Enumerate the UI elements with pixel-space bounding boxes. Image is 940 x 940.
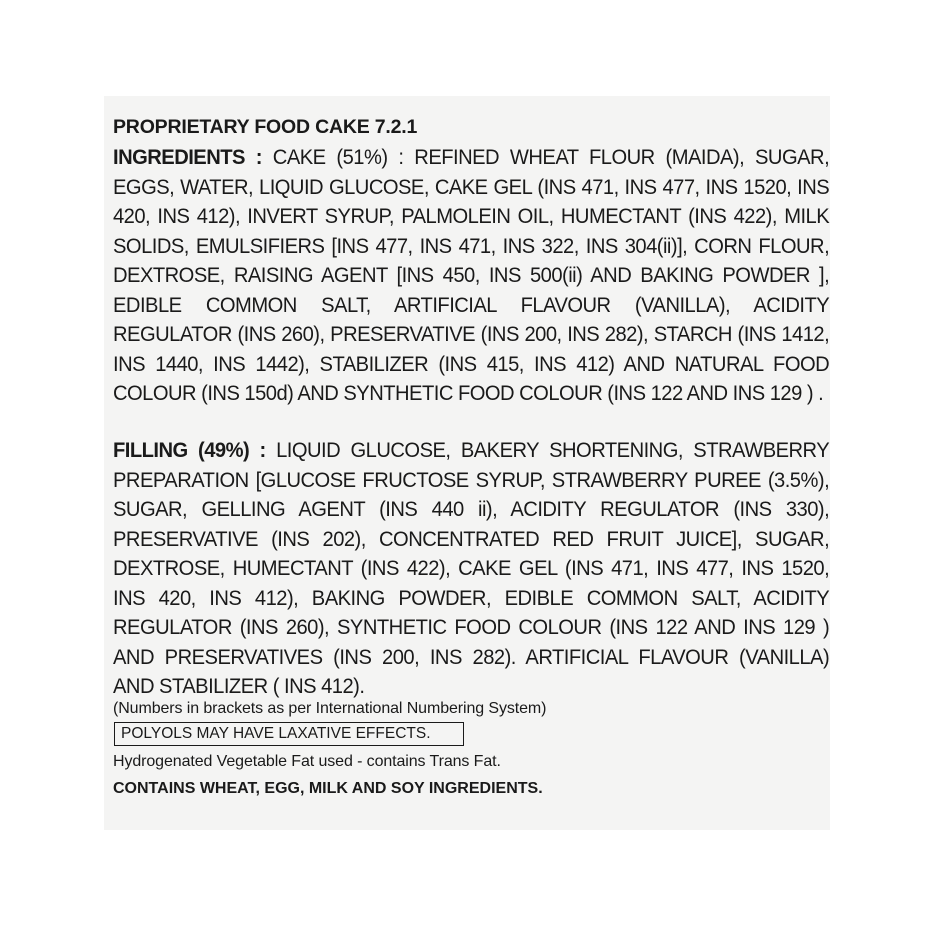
ingredients-section [113,143,829,409]
product-title: PROPRIETARY FOOD CAKE 7.2.1 [113,116,418,138]
numbering-note: (Numbers in brackets as per International Numbering System) [113,700,547,717]
filling-section [113,436,829,702]
filling-text: LIQUID GLUCOSE, BAKERY SHORTENING, STRAWBERRY PREPARATION [GLUCOSE FRUCTOSE SYRUP, STRAWBERRY PUREE (3.5%), SUGAR, GELLING AGENT (INS 440 ii), ACIDITY REGULATOR (INS 330), PRESERVATIVE (INS 202), CONCENTRATED RED FRUIT JUICE], SUGAR, DEXTROSE, HUMECTANT (INS 422), CAKE GEL (INS 471, INS 477, INS 1520, INS 420, INS 412), BAKING POWDER, EDIBLE COMMON SALT, ACIDITY REGULATOR (INS 260), SYNTHETIC FOOD COLOUR (INS 122 AND INS 129 ) AND PRESERVATIVES (INS 200, INS 282). ARTIFICIAL FLAVOUR (VANILLA) AND STABILIZER ( INS 412). [113,439,830,698]
ingredients-text: CAKE (51%) : REFINED WHEAT FLOUR (MAIDA), SUGAR, EGGS, WATER, LIQUID GLUCOSE, CAKE GEL (INS 471, INS 477, INS 1520, INS 420, INS 412), INVERT SYRUP, PALMOLEIN OIL, HUMECTANT (INS 422), MILK SOLIDS, EMULSIFIERS [INS 477, INS 471, INS 322, INS 304(ii)], CORN FLOUR, DEXTROSE, RAISING AGENT [INS 450, INS 500(ii) AND BAKING POWDER ], EDIBLE COMMON SALT, ARTIFICIAL FLAVOUR (VANILLA), ACIDITY REGULATOR (INS 260), PRESERVATIVE (INS 200, INS 282), STARCH (INS 1412, INS 1440, INS 1442), STABILIZER (INS 415, INS 412) AND NATURAL FOOD COLOUR (INS 150d) AND SYNTHETIC FOOD COLOUR (INS 122 AND INS 129 ) . [113,146,830,405]
polyols-warning-box: POLYOLS MAY HAVE LAXATIVE EFFECTS. [114,722,464,746]
ingredients-heading: INGREDIENTS : [113,146,262,169]
filling-heading: FILLING (49%) : [113,439,266,462]
trans-fat-note: Hydrogenated Vegetable Fat used - contains Trans Fat. [113,753,501,770]
allergen-statement: CONTAINS WHEAT, EGG, MILK AND SOY INGREDIENTS. [113,780,543,797]
